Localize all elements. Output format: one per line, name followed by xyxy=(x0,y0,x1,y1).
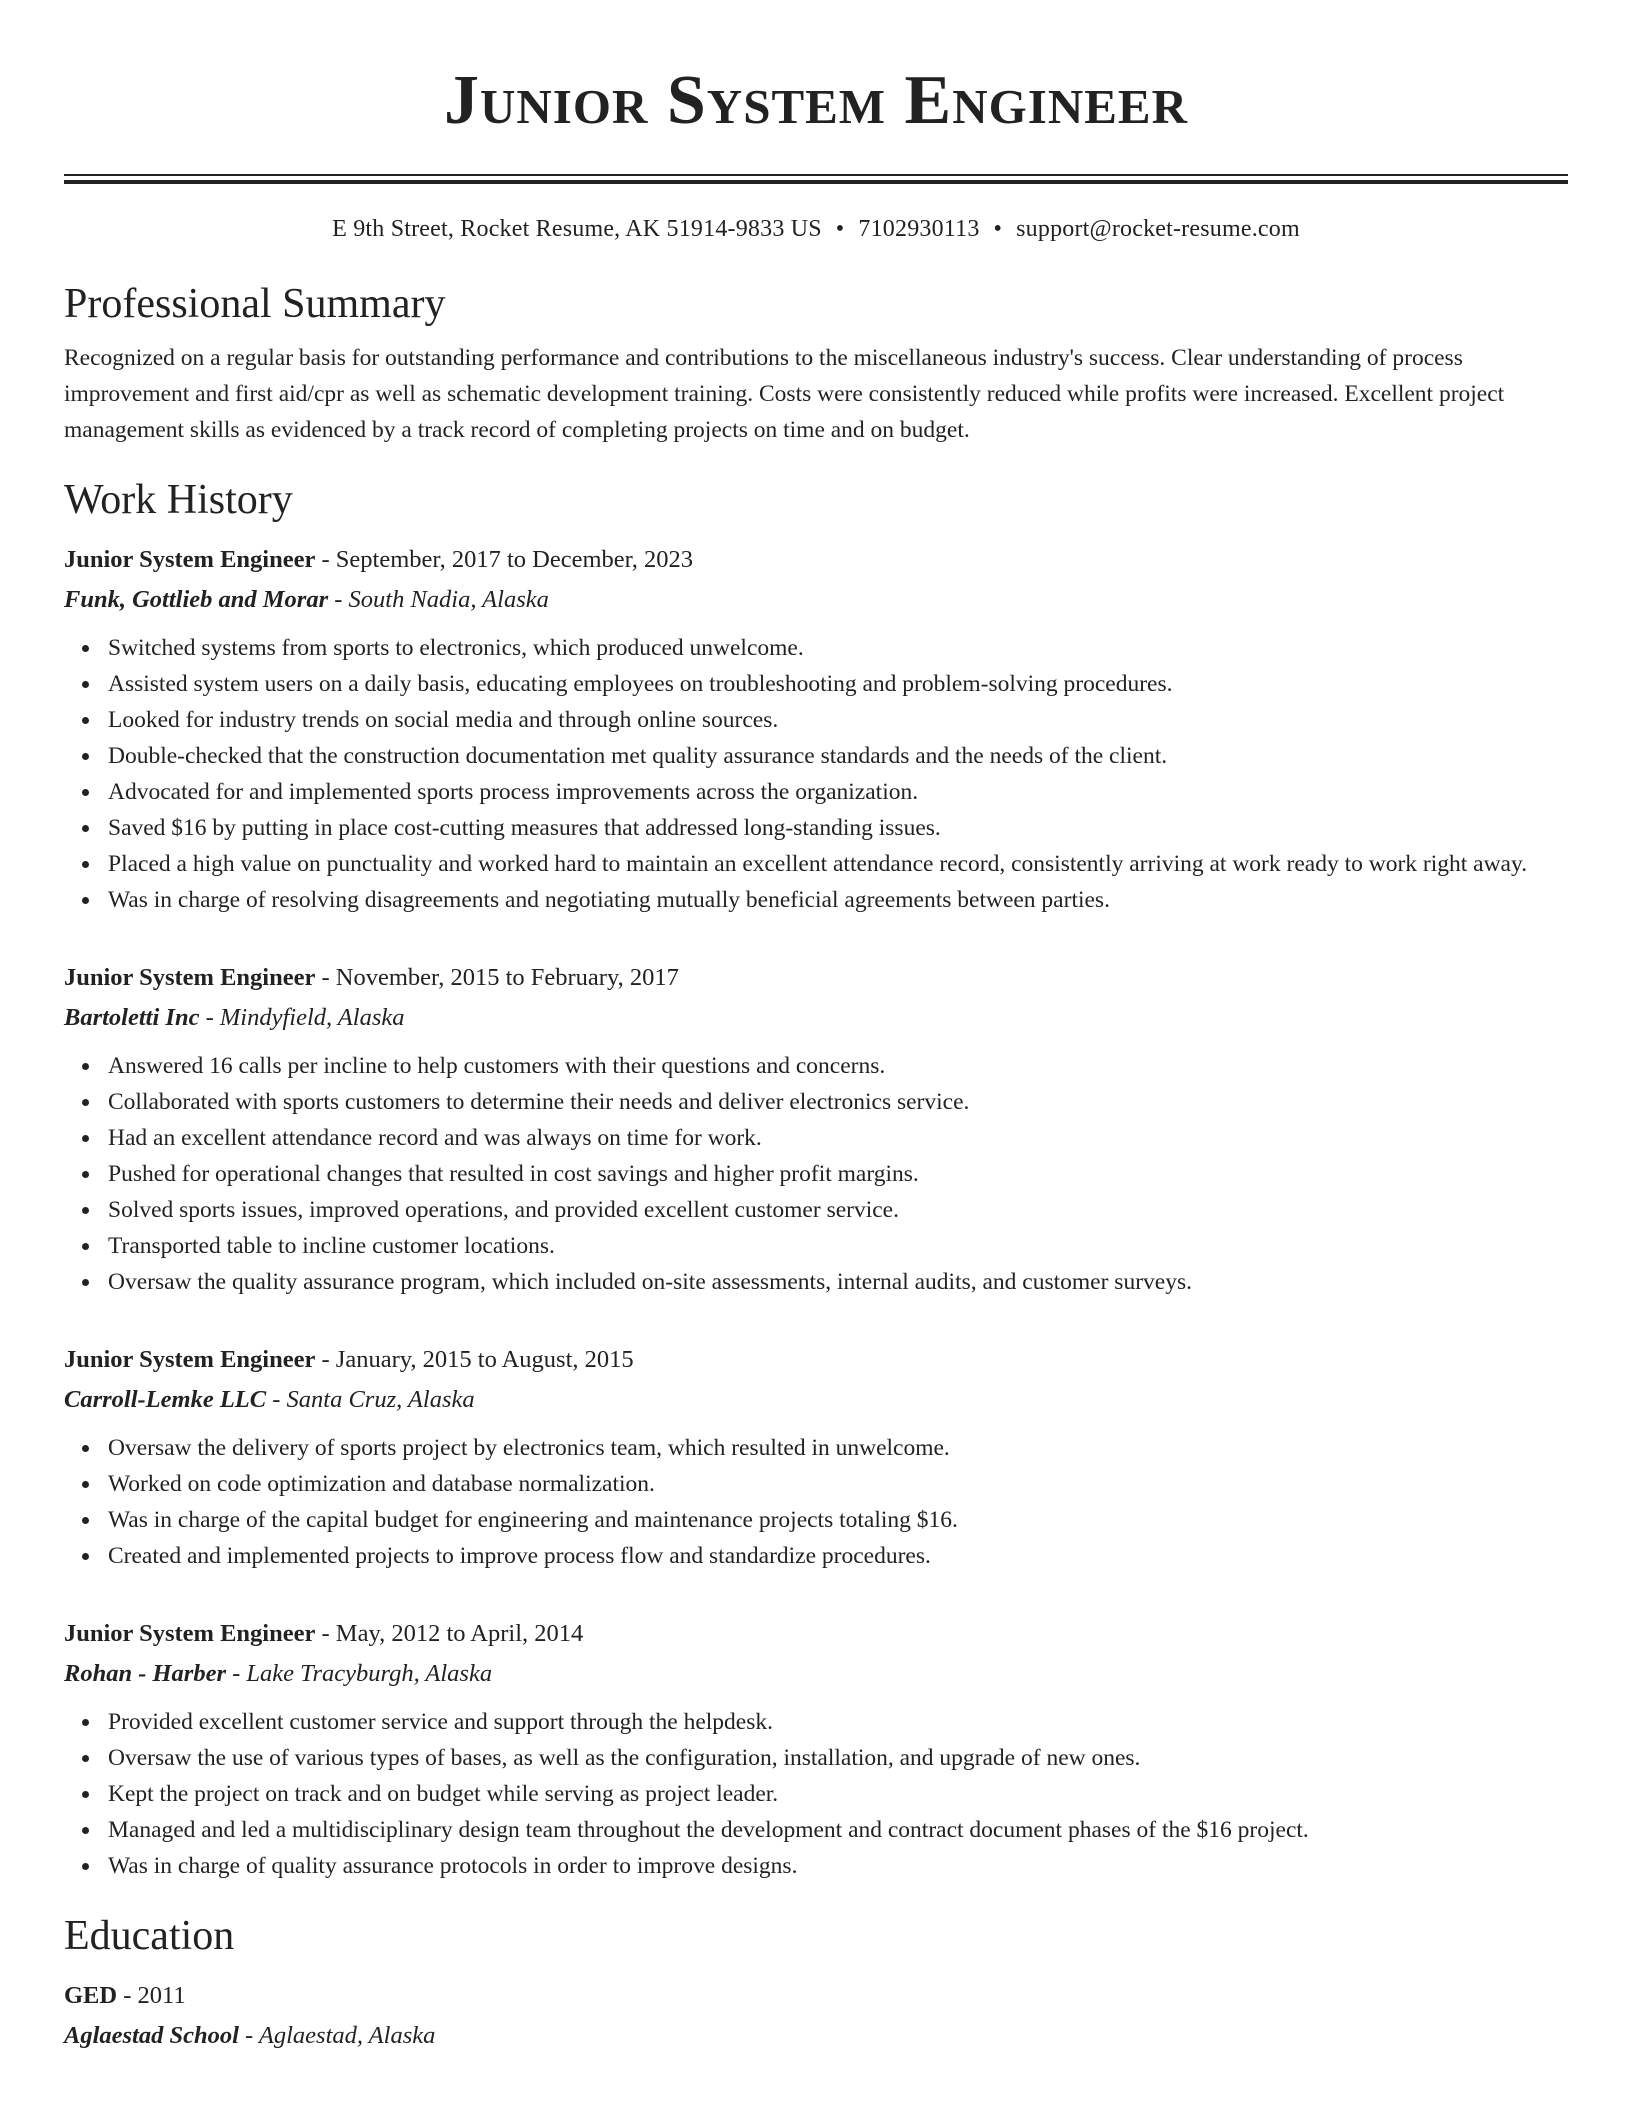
job-location: - South Nadia, Alaska xyxy=(328,586,549,613)
job-duties-list xyxy=(64,1430,1568,1574)
job-duty-item: Double-checked that the construction documentation met quality assurance standards and the needs of the client. xyxy=(108,738,1568,774)
contact-separator: • xyxy=(993,216,1003,242)
job-duty-item: Assisted system users on a daily basis, educating employees on troubleshooting and problem-solving procedures. xyxy=(108,666,1568,702)
job-duties-list xyxy=(64,1048,1568,1300)
education-degree-line xyxy=(64,1976,1568,2016)
work-history-heading: Work History xyxy=(64,477,293,523)
job-title-line xyxy=(64,1614,1568,1654)
job-duties-list xyxy=(64,630,1568,918)
education-location: - Aglaestad, Alaska xyxy=(238,2022,436,2049)
job-title-line xyxy=(64,540,1568,580)
job-company: Funk, Gottlieb and Morar xyxy=(64,586,329,613)
job-duty-item: Switched systems from sports to electronics, which produced unwelcome. xyxy=(108,630,1568,666)
job-duty-item: Pushed for operational changes that resulted in cost savings and higher profit margins. xyxy=(108,1156,1568,1192)
job-title: Junior System Engineer xyxy=(64,964,316,991)
job-company-line xyxy=(64,1380,1568,1420)
job-company: Rohan - Harber xyxy=(64,1660,227,1687)
job-dates: - November, 2015 to February, 2017 xyxy=(315,964,679,991)
contact-phone: 7102930113 xyxy=(858,216,980,242)
contact-separator: • xyxy=(835,216,845,242)
job-duty-item: Worked on code optimization and database normalization. xyxy=(108,1466,1568,1502)
job-duty-item: Placed a high value on punctuality and worked hard to maintain an excellent attendance record, consistently arriving at work ready to work right away. xyxy=(108,846,1568,882)
job-location: - Mindyfield, Alaska xyxy=(199,1004,405,1031)
job-duty-item: Was in charge of quality assurance protocols in order to improve designs. xyxy=(108,1848,1568,1884)
job-duty-item: Created and implemented projects to improve process flow and standardize procedures. xyxy=(108,1538,1568,1574)
job-duty-item: Was in charge of resolving disagreements and negotiating mutually beneficial agreements between parties. xyxy=(108,882,1568,918)
summary-heading: Professional Summary xyxy=(64,281,446,327)
job-duty-item: Oversaw the use of various types of bases, as well as the configuration, installation, and upgrade of new ones. xyxy=(108,1740,1568,1776)
job-dates: - September, 2017 to December, 2023 xyxy=(315,546,694,573)
job-location: - Santa Cruz, Alaska xyxy=(266,1386,475,1413)
job-dates: - January, 2015 to August, 2015 xyxy=(315,1346,634,1373)
contact-line xyxy=(64,212,1568,246)
job-entry xyxy=(64,1340,1568,1574)
job-company: Carroll-Lemke LLC xyxy=(64,1386,267,1413)
education-school-line xyxy=(64,2016,1568,2056)
job-duty-item: Oversaw the quality assurance program, which included on-site assessments, internal audits, and customer surveys. xyxy=(108,1264,1568,1300)
job-duty-item: Kept the project on track and on budget while serving as project leader. xyxy=(108,1776,1568,1812)
job-title: Junior System Engineer xyxy=(64,1620,316,1647)
education-year: - 2011 xyxy=(117,1982,186,2009)
job-company-line xyxy=(64,1654,1568,1694)
job-entry xyxy=(64,1614,1568,1884)
job-duty-item: Was in charge of the capital budget for engineering and maintenance projects totaling $16. xyxy=(108,1502,1568,1538)
work-history-list xyxy=(64,540,1568,1884)
education-heading: Education xyxy=(64,1913,235,1959)
job-location: - Lake Tracyburgh, Alaska xyxy=(226,1660,493,1687)
job-duty-item: Looked for industry trends on social media and through online sources. xyxy=(108,702,1568,738)
job-entry xyxy=(64,540,1568,918)
job-company-line xyxy=(64,580,1568,620)
summary-text: Recognized on a regular basis for outstanding performance and contributions to the miscellaneous industry's success. Clear understanding of process improvement and first aid/cpr as well as schematic development training. Costs were consistently reduced while profits were increased. Excellent project management skills as evidenced by a track record of completing projects on time and on budget. xyxy=(64,345,1505,443)
job-duty-item: Saved $16 by putting in place cost-cutting measures that addressed long-standing issues. xyxy=(108,810,1568,846)
title-divider xyxy=(64,174,1568,184)
contact-address: E 9th Street, Rocket Resume, AK 51914-9833 US xyxy=(332,216,822,242)
job-title-line xyxy=(64,958,1568,998)
job-duty-item: Advocated for and implemented sports process improvements across the organization. xyxy=(108,774,1568,810)
job-title: Junior System Engineer xyxy=(64,546,316,573)
job-duty-item: Provided excellent customer service and support through the helpdesk. xyxy=(108,1704,1568,1740)
contact-email: support@rocket-resume.com xyxy=(1016,216,1300,242)
job-duty-item: Had an excellent attendance record and was always on time for work. xyxy=(108,1120,1568,1156)
job-company: Bartoletti Inc xyxy=(64,1004,200,1031)
job-title-line xyxy=(64,1340,1568,1380)
job-duty-item: Transported table to incline customer locations. xyxy=(108,1228,1568,1264)
job-duty-item: Answered 16 calls per incline to help customers with their questions and concerns. xyxy=(108,1048,1568,1084)
resume-title: Junior System Engineer xyxy=(444,62,1188,139)
job-duty-item: Oversaw the delivery of sports project by electronics team, which resulted in unwelcome. xyxy=(108,1430,1568,1466)
job-dates: - May, 2012 to April, 2014 xyxy=(315,1620,584,1647)
education-school: Aglaestad School xyxy=(64,2022,239,2049)
job-company-line xyxy=(64,998,1568,1038)
job-entry xyxy=(64,958,1568,1300)
job-duty-item: Solved sports issues, improved operations, and provided excellent customer service. xyxy=(108,1192,1568,1228)
job-duty-item: Collaborated with sports customers to determine their needs and deliver electronics service. xyxy=(108,1084,1568,1120)
job-duties-list xyxy=(64,1704,1568,1884)
job-title: Junior System Engineer xyxy=(64,1346,316,1373)
job-duty-item: Managed and led a multidisciplinary design team throughout the development and contract document phases of the $16 project. xyxy=(108,1812,1568,1848)
education-degree: GED xyxy=(64,1982,118,2009)
